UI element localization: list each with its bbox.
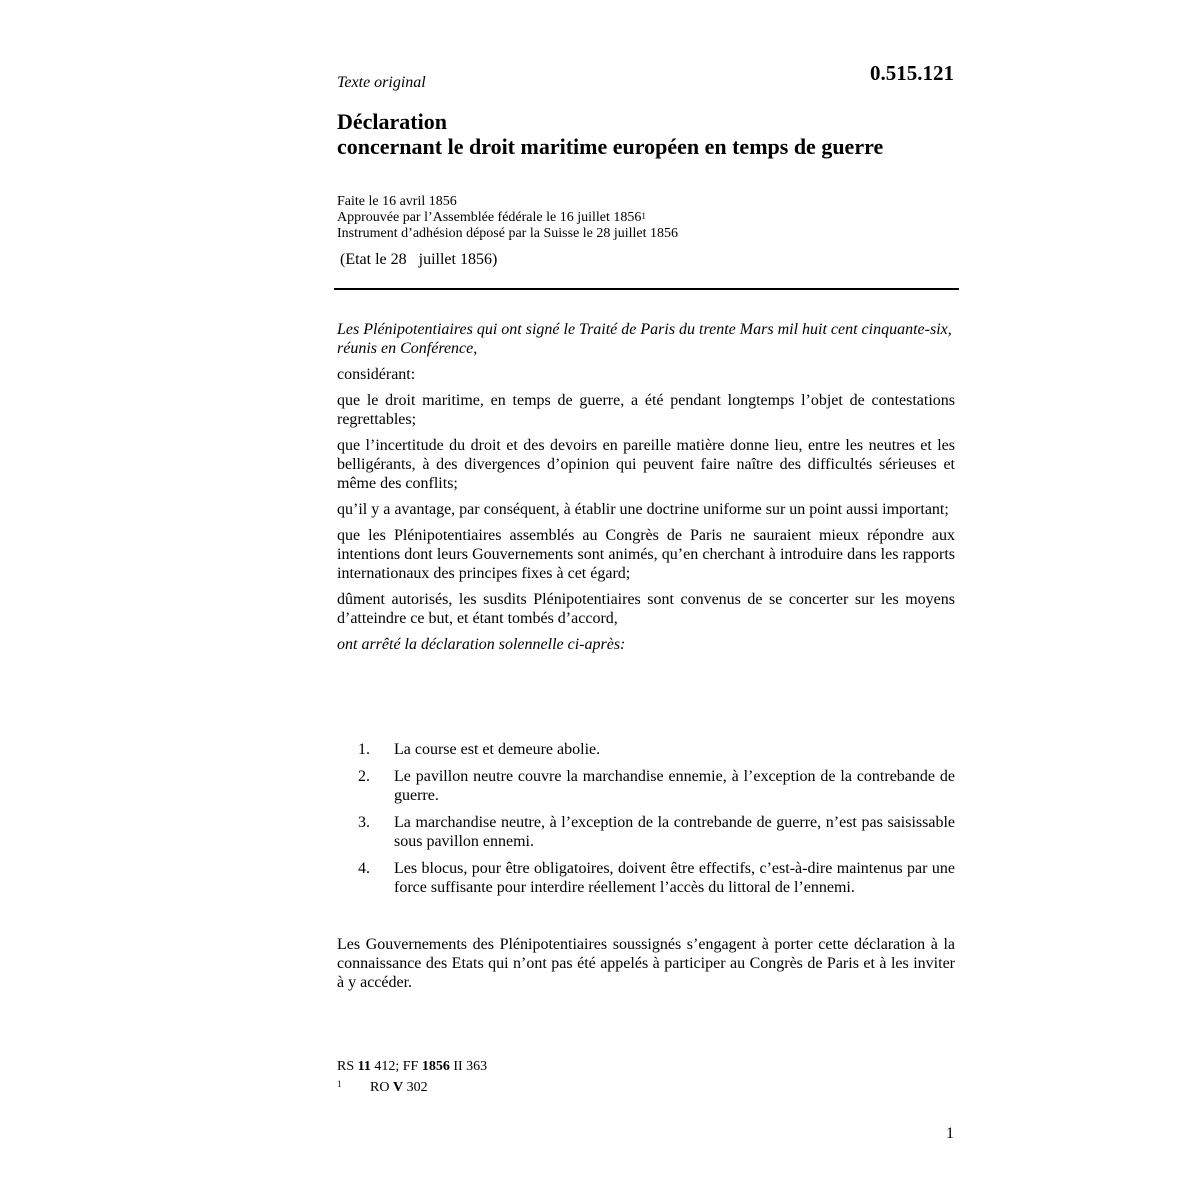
document-metadata: [337, 194, 678, 242]
articles-list: [337, 740, 955, 905]
article-text: Les blocus, pour être obligatoires, doivent être effectifs, c’est-à-dire maintenus par une force suffisante pour interdire réellement l’accès du littoral de l’ennemi.: [394, 860, 955, 896]
article-item: [337, 767, 955, 805]
title-line-2: concernant le droit maritime européen en temps de guerre: [337, 134, 884, 159]
article-number: 1.: [358, 741, 370, 758]
preamble-clause: que les Plénipotentiaires assemblés au Congrès de Paris ne sauraient mieux répondre aux intentions dont leurs Gouvernements sont animés, qu’en cherchant à introduire dans les rapports internationaux des principes fixes à cet égard;: [337, 527, 955, 582]
preamble-considering: considérant:: [337, 366, 416, 383]
meta-approved: [337, 210, 678, 226]
article-text: La marchandise neutre, à l’exception de la contrebande de guerre, n’est pas saisissable sous pavillon ennemi.: [394, 814, 955, 850]
meta-approved-text: Approuvée par l’Assemblée fédérale le 16 juillet 1856: [337, 210, 642, 225]
page-number: 1: [946, 1125, 954, 1142]
article-item: [337, 859, 955, 897]
article-number: 3.: [358, 814, 370, 831]
preamble-intro: Les Plénipotentiaires qui ont signé le Traité de Paris du trente Mars mil huit cent cinquante-six, réunis en Conférence,: [337, 321, 952, 357]
article-text: Le pavillon neutre couvre la marchandise ennemie, à l’exception de la contrebande de guerre.: [394, 768, 955, 804]
footnote-volume: V: [392, 1080, 404, 1095]
footnote-text: RO: [370, 1080, 393, 1095]
ref-volume: 11: [357, 1059, 371, 1074]
preamble-clause: que le droit maritime, en temps de guerre, a été pendant longtemps l’objet de contestations regrettables;: [337, 392, 955, 428]
ref-text: 412; FF: [370, 1059, 422, 1074]
header-divider: [334, 288, 959, 290]
ref-year: 1856: [421, 1059, 450, 1074]
article-number: 2.: [358, 768, 370, 785]
closing-paragraph: Les Gouvernements des Plénipotentiaires soussignés s’engagent à porter cette déclaration à la connaissance des Etats qui n’ont pas été appelés à participer au Congrès de Paris et à les inviter à y accéder.: [337, 936, 955, 991]
article-item: [337, 813, 955, 851]
meta-made: Faite le 16 avril 1856: [337, 194, 457, 209]
preamble-clause: que l’incertitude du droit et des devoirs en pareille matière donne lieu, entre les neutres et les belligérants, à des divergences d’opinion qui peuvent faire naître des difficultés sérieuses et même des conflits;: [337, 437, 955, 492]
status-line: [340, 251, 497, 269]
article-text: La course est et demeure abolie.: [394, 741, 601, 758]
status-date-b: juillet 1856): [418, 251, 498, 268]
footnote-ref[interactable]: 1: [641, 211, 646, 221]
article-item: [337, 740, 955, 759]
status-date-a: (Etat le 28: [340, 251, 407, 268]
footnote-text: 302: [403, 1080, 428, 1095]
footnote-mark: 1: [337, 1079, 342, 1089]
title-line-1: Déclaration: [337, 109, 447, 134]
preamble-clause: dûment autorisés, les susdits Plénipotentiaires sont convenus de se concerter sur les moyens d’atteindre ce but, et étant tombés d’accord,: [337, 591, 955, 627]
footnote-1: [337, 1080, 428, 1096]
preamble-clause: qu’il y a avantage, par conséquent, à établir une doctrine uniforme sur un point aussi important;: [337, 501, 949, 518]
article-number: 4.: [358, 860, 370, 877]
source-reference: [337, 1059, 487, 1075]
document-kicker: Texte original: [337, 74, 426, 91]
document-title: [337, 109, 883, 159]
ref-text: II 363: [449, 1059, 488, 1074]
preamble: [337, 320, 955, 661]
document-number: 0.515.121: [870, 61, 954, 85]
meta-instrument: Instrument d’adhésion déposé par la Suisse le 28 juillet 1856: [337, 226, 678, 241]
preamble-resolved: ont arrêté la déclaration solennelle ci-après:: [337, 636, 626, 653]
ref-text: RS: [337, 1059, 358, 1074]
